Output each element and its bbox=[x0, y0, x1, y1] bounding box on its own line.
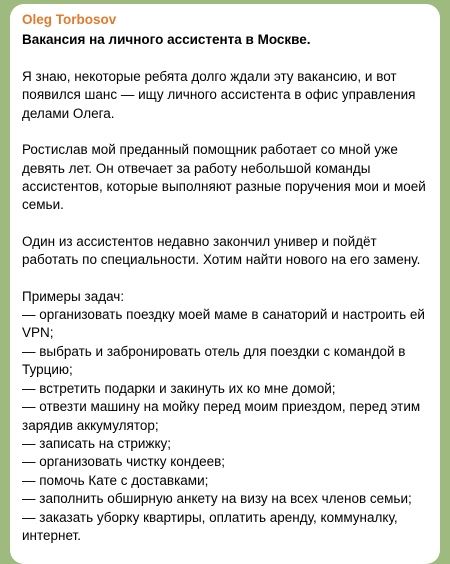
task-item: — выбрать и забронировать отель для поездки с командой в Турцию; bbox=[22, 343, 406, 378]
tasks-section bbox=[22, 288, 428, 546]
message-paragraph: Я знаю, некоторые ребята долго ждали эту вакансию, и вот появился шанс — ищу личного ассистента в офис управления делами Олега. bbox=[22, 69, 416, 121]
task-item: — отвезти машину на мойку перед моим приездом, перед этим зарядив аккумулятор; bbox=[22, 399, 421, 433]
task-item: — записать на стрижку; bbox=[22, 435, 172, 451]
task-item: — встретить подарки и закинуть их ко мне домой; bbox=[22, 380, 336, 396]
task-item: — заказать уборку квартиры, оплатить аренду, коммуналку, интернет. bbox=[22, 509, 398, 543]
author-name[interactable]: Oleg Torbosov bbox=[22, 12, 117, 27]
tasks-header: Примеры задач: bbox=[22, 288, 125, 304]
task-item: — организовать чистку кондеев; bbox=[22, 454, 226, 470]
message-paragraph: Ростислав мой преданный помощник работает со мной уже девять лет. Он отвечает за работу небольшой команды ассистентов, которые выполняют разные поручения мои и моей семьи. bbox=[22, 142, 426, 213]
task-item: — организовать поездку моей маме в санаторий и настроить ей VPN; bbox=[22, 307, 425, 341]
message-bubble bbox=[10, 4, 440, 564]
task-item: — помочь Кате с доставками; bbox=[22, 472, 209, 488]
tasks-list bbox=[22, 306, 428, 545]
message-paragraph: Один из ассистентов недавно закончил универ и пойдёт работать по специальности. Хотим найти нового на его замену. bbox=[22, 233, 421, 268]
task-item: — заполнить обширную анкету на визу на всех членов семьи; bbox=[22, 491, 412, 507]
message-title: Вакансия на личного ассистента в Москве. bbox=[22, 32, 311, 47]
